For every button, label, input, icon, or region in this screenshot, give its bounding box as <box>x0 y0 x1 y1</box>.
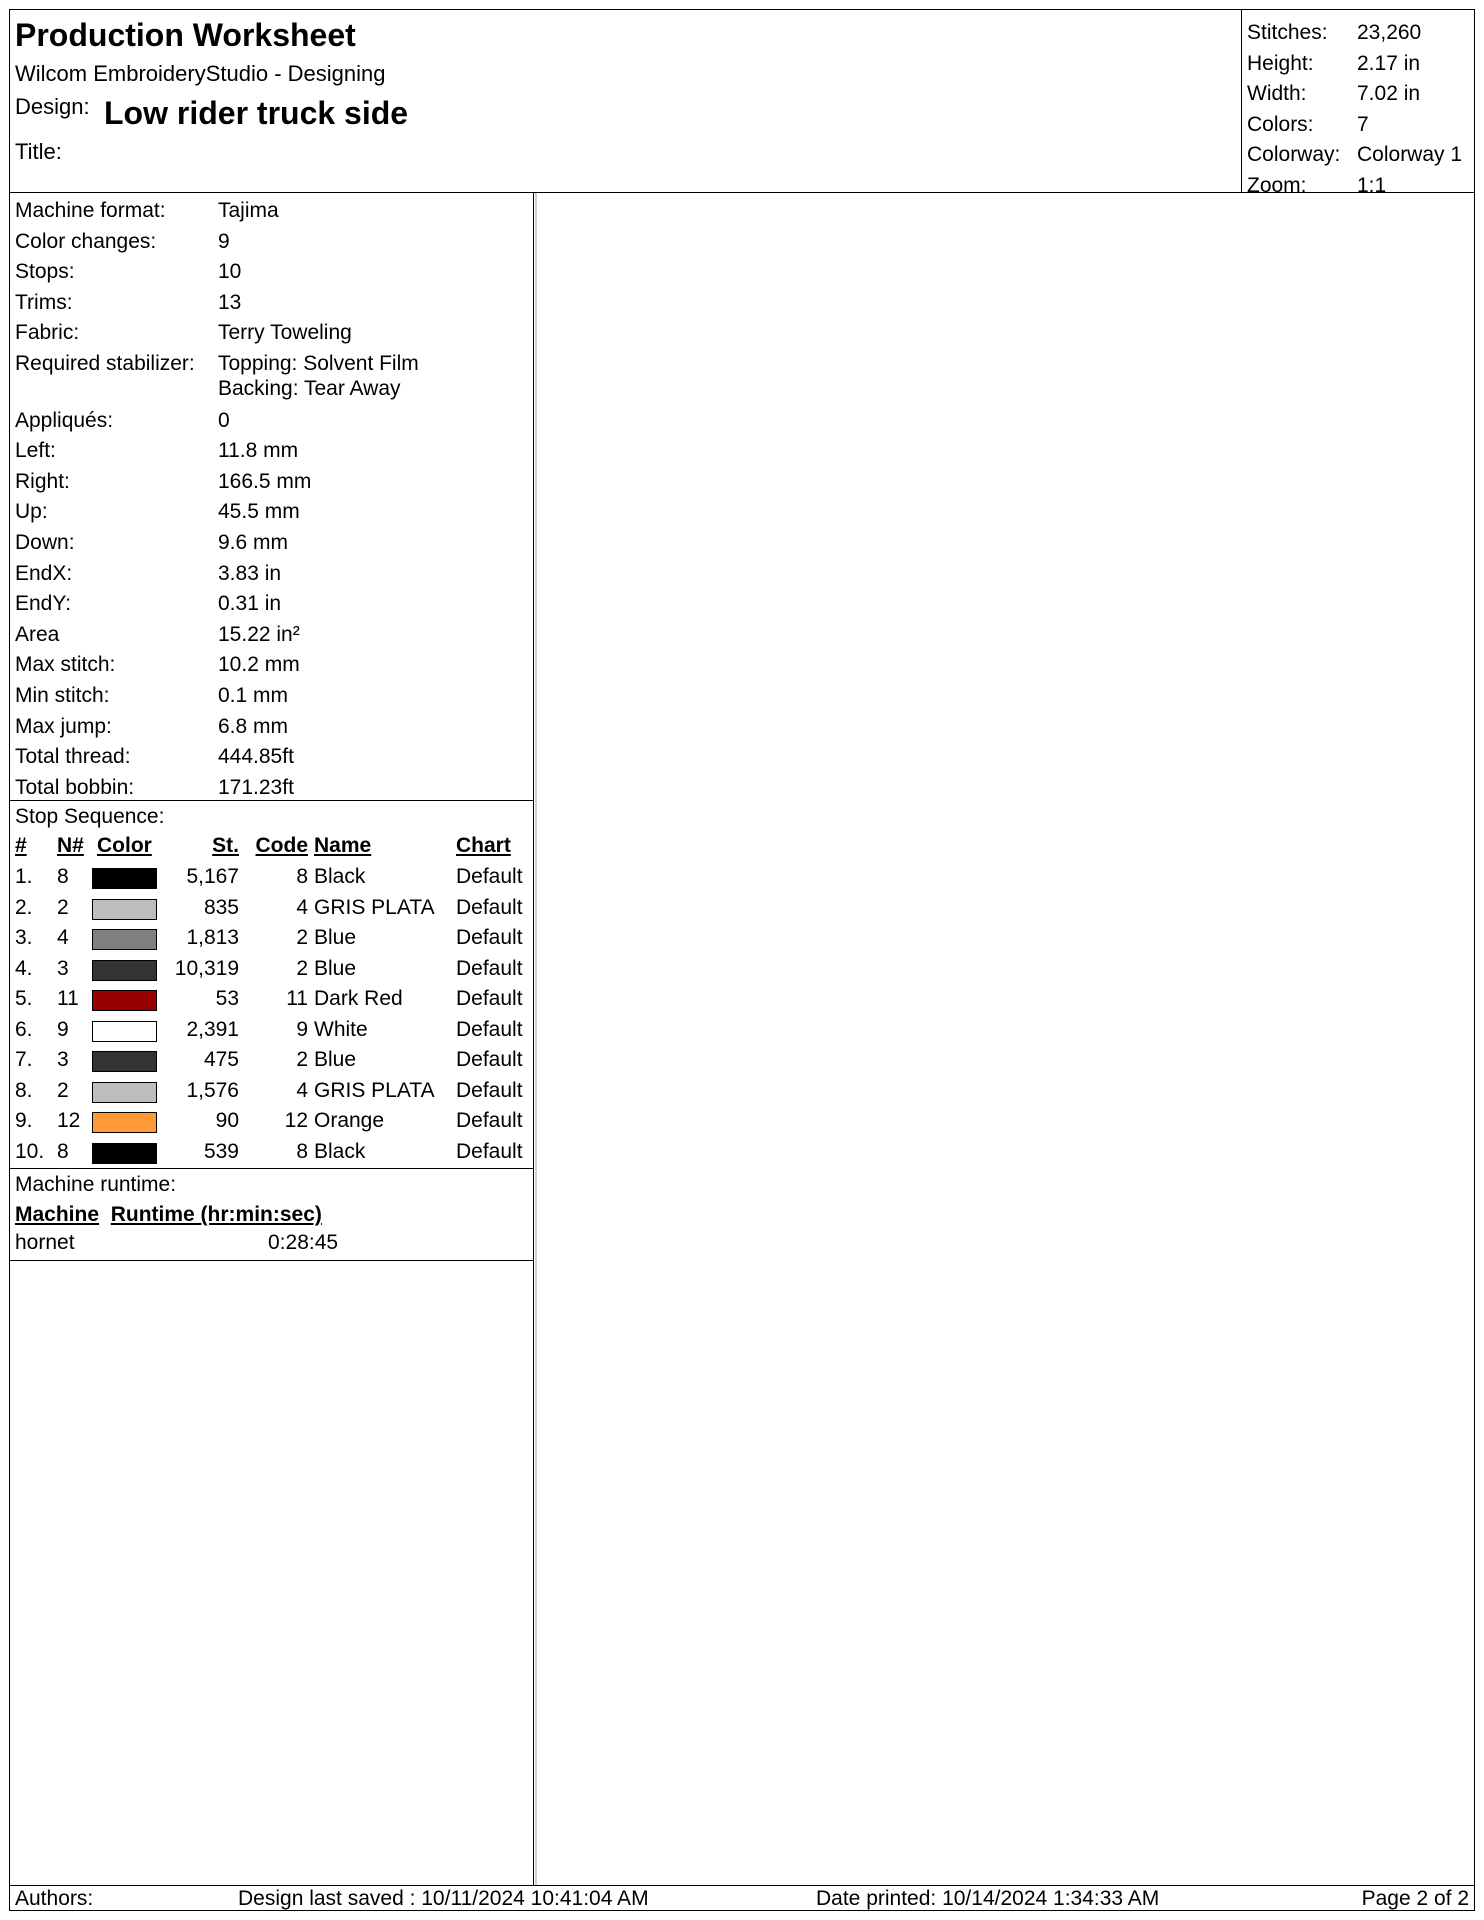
runtime-label: Machine runtime: <box>15 1173 177 1196</box>
summary-row <box>1247 140 1462 170</box>
stop-sequence-header <box>10 831 533 861</box>
needle-number: 9 <box>57 1017 69 1041</box>
stop-row <box>10 1045 533 1075</box>
info-value: Tajima <box>218 199 279 222</box>
stitch-count: 539 <box>203 1139 239 1163</box>
thread-chart: Default <box>456 1048 523 1071</box>
stitch-count: 835 <box>203 895 239 919</box>
needle-number: 12 <box>57 1109 81 1132</box>
stop-number: 1. <box>15 865 33 888</box>
info-value: 444.85ft <box>218 745 294 769</box>
summary-block <box>1241 10 1474 197</box>
color-swatch <box>92 899 157 920</box>
stop-number: 10. <box>15 1139 45 1163</box>
runtime-header <box>15 1201 322 1229</box>
info-value: 0 <box>218 408 230 432</box>
col-header-needle: N# <box>57 834 84 857</box>
worksheet-footer <box>10 1885 1474 1911</box>
title-label: Title: <box>15 139 62 164</box>
stop-row <box>10 923 533 953</box>
thread-chart: Default <box>456 956 523 980</box>
date-printed: Date printed: 10/14/2024 1:34:33 AM <box>816 1887 1160 1910</box>
color-swatch <box>92 1112 157 1133</box>
thread-chart: Default <box>456 926 523 949</box>
stop-sequence-label: Stop Sequence: <box>15 805 165 828</box>
thread-name: Black <box>314 865 366 888</box>
design-info-table <box>10 193 533 801</box>
col-header-machine: Machine <box>15 1203 100 1226</box>
needle-number: 3 <box>57 956 69 980</box>
thread-code: 11 <box>286 987 308 1010</box>
stitch-count: 5,167 <box>186 865 239 888</box>
thread-name: Blue <box>314 1048 357 1071</box>
info-value: 10.2 mm <box>218 653 300 677</box>
col-header-num: # <box>15 834 27 857</box>
thread-chart: Default <box>456 1017 523 1041</box>
info-key: EndY: <box>15 592 72 616</box>
info-value: 10 <box>218 260 242 284</box>
info-key: EndX: <box>15 561 73 585</box>
info-key: Trims: <box>15 290 73 314</box>
thread-code: 12 <box>284 1109 308 1132</box>
stitch-count: 475 <box>203 1048 239 1071</box>
thread-name: Black <box>314 1139 366 1163</box>
thread-name: GRIS PLATA <box>314 895 435 919</box>
header-title-block <box>15 10 1245 193</box>
thread-name: Orange <box>314 1109 385 1132</box>
stitch-count: 1,576 <box>186 1078 239 1102</box>
thread-chart: Default <box>456 1078 523 1102</box>
summary-value: 7.02 in <box>1357 82 1421 105</box>
thread-code: 8 <box>296 1139 308 1163</box>
summary-value: Colorway 1 <box>1357 143 1463 166</box>
needle-number: 2 <box>57 895 69 919</box>
info-key: Min stitch: <box>15 684 110 707</box>
thread-name: Blue <box>314 956 357 980</box>
worksheet-header <box>10 10 1474 197</box>
info-value: 13 <box>218 290 242 314</box>
summary-value: 1:1 <box>1357 173 1387 197</box>
info-value: 166.5 mm <box>218 469 312 493</box>
needle-number: 3 <box>57 1048 69 1071</box>
stitch-count: 53 <box>215 987 239 1010</box>
info-key: Stops: <box>15 260 75 284</box>
stop-number: 6. <box>15 1017 33 1041</box>
stop-number: 2. <box>15 895 33 919</box>
thread-name: White <box>314 1017 368 1041</box>
app-subtitle: Wilcom EmbroideryStudio - Designing <box>15 61 386 86</box>
thread-code: 9 <box>296 1017 308 1041</box>
needle-number: 8 <box>57 1139 69 1163</box>
info-value: Topping: Solvent Film <box>218 352 419 375</box>
color-swatch <box>92 929 157 950</box>
stitch-count: 2,391 <box>186 1017 239 1041</box>
col-header-color: Color <box>97 834 152 857</box>
machine-runtime-table <box>10 1169 533 1261</box>
col-header-chart: Chart <box>456 834 511 857</box>
needle-number: 2 <box>57 1078 69 1102</box>
design-name: Low rider truck side <box>104 95 409 131</box>
col-header-runtime: Runtime (hr:min:sec) <box>110 1203 322 1226</box>
thread-code: 2 <box>296 956 308 980</box>
stop-number: 5. <box>15 987 33 1010</box>
thread-code: 4 <box>296 1078 308 1102</box>
color-swatch <box>92 990 157 1011</box>
color-swatch <box>92 1051 157 1072</box>
machine-runtime: 0:28:45 <box>268 1231 339 1254</box>
info-value: 45.5 mm <box>218 500 300 524</box>
stop-number: 9. <box>15 1109 33 1132</box>
stitch-count: 10,319 <box>174 956 239 980</box>
page-title: Production Worksheet <box>15 17 356 53</box>
color-swatch <box>92 1021 157 1042</box>
info-value: 11.8 mm <box>218 439 299 463</box>
design-preview-area <box>535 193 1474 1885</box>
info-key: Max stitch: <box>15 653 116 677</box>
color-swatch <box>92 1143 157 1164</box>
thread-chart: Default <box>456 1109 523 1132</box>
summary-key: Stitches: <box>1247 21 1328 44</box>
stop-number: 7. <box>15 1048 33 1071</box>
summary-value: 7 <box>1357 112 1369 136</box>
info-key: Total thread: <box>15 745 131 769</box>
needle-number: 11 <box>57 987 79 1010</box>
info-key: Area <box>15 622 60 646</box>
info-key: Fabric: <box>15 321 80 345</box>
summary-row <box>1247 18 1421 48</box>
stop-row <box>10 862 533 892</box>
summary-value: 23,260 <box>1357 21 1422 44</box>
info-value: Terry Toweling <box>218 321 352 345</box>
thread-code: 2 <box>296 926 308 949</box>
thread-chart: Default <box>456 895 523 919</box>
thread-code: 2 <box>296 1048 308 1071</box>
info-value: 6.8 mm <box>218 714 289 738</box>
info-key: Machine format: <box>15 199 166 222</box>
info-key: Required stabilizer: <box>15 352 195 375</box>
summary-row <box>1247 79 1420 109</box>
info-value: 171.23ft <box>218 775 294 799</box>
thread-name: GRIS PLATA <box>314 1078 435 1102</box>
summary-key: Colors: <box>1247 112 1314 136</box>
col-header-name: Name <box>314 834 372 857</box>
info-key: Max jump: <box>15 714 112 738</box>
thread-chart: Default <box>456 987 523 1010</box>
col-header-code: Code <box>255 834 308 857</box>
color-swatch <box>92 868 157 889</box>
stop-row <box>10 1076 533 1106</box>
thread-name: Dark Red <box>314 987 403 1010</box>
summary-key: Zoom: <box>1247 173 1307 197</box>
stop-number: 8. <box>15 1078 33 1102</box>
info-value: 3.83 in <box>218 561 282 585</box>
info-value: 0.31 in <box>218 592 282 616</box>
info-value: 0.1 mm <box>218 684 289 707</box>
info-key: Left: <box>15 439 56 463</box>
stop-row <box>10 1015 533 1045</box>
thread-chart: Default <box>456 865 523 888</box>
info-key: Color changes: <box>15 229 157 253</box>
info-key: Down: <box>15 531 75 554</box>
worksheet <box>9 9 1475 1911</box>
machine-name: hornet <box>15 1231 75 1254</box>
summary-row <box>1247 49 1420 79</box>
thread-chart: Default <box>456 1139 523 1163</box>
needle-number: 8 <box>57 865 69 888</box>
authors-label: Authors: <box>15 1887 94 1910</box>
col-header-stitches: St. <box>212 834 239 857</box>
summary-key: Colorway: <box>1247 143 1341 166</box>
design-label: Design: <box>15 94 90 119</box>
stitch-count: 1,813 <box>186 926 239 949</box>
stop-row <box>10 893 533 923</box>
info-key: Up: <box>15 500 48 524</box>
stop-row <box>10 1137 533 1167</box>
info-key: Right: <box>15 469 70 493</box>
color-swatch <box>92 1082 157 1103</box>
summary-key: Height: <box>1247 51 1314 75</box>
last-saved: Design last saved : 10/11/2024 10:41:04 AM <box>238 1887 649 1910</box>
info-key: Total bobbin: <box>15 775 135 799</box>
needle-number: 4 <box>57 926 69 949</box>
summary-key: Width: <box>1247 82 1307 105</box>
stop-row <box>10 954 533 984</box>
info-value: 15.22 in² <box>218 622 300 646</box>
thread-code: 8 <box>296 865 308 888</box>
color-swatch <box>92 960 157 981</box>
thread-code: 4 <box>296 895 308 919</box>
info-value: 9.6 mm <box>218 531 289 554</box>
details-column <box>10 193 534 1885</box>
stop-row <box>10 1106 533 1136</box>
stop-number: 3. <box>15 926 33 949</box>
thread-name: Blue <box>314 926 357 949</box>
stop-number: 4. <box>15 956 33 980</box>
info-key: Appliqués: <box>15 408 114 432</box>
stop-sequence-table <box>10 801 533 1169</box>
summary-row <box>1247 110 1369 140</box>
info-value-secondary: Backing: Tear Away <box>218 377 401 400</box>
stitch-count: 90 <box>215 1109 239 1132</box>
stop-row <box>10 984 533 1014</box>
summary-value: 2.17 in <box>1357 51 1421 75</box>
info-value: 9 <box>218 229 230 253</box>
page-number: Page 2 of 2 <box>1361 1887 1469 1910</box>
